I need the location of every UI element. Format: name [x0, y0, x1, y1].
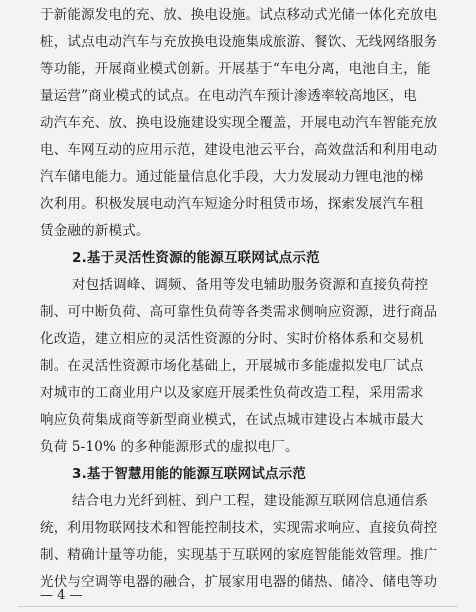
body-line: 对包括调峰、调频、备用等发电辅助服务资源和直接负荷控	[72, 277, 429, 293]
section-heading: 2.基于灵活性资源的能源互联网试点示范	[72, 250, 320, 266]
body-line: 次利用。积极发展电动汽车短途分时租赁市场，探索发展汽车租	[40, 196, 424, 212]
body-line: 制、精确计量等功能，实现基于互联网的家庭智能能效管理。推广	[40, 547, 438, 563]
body-line: 化改造，建立相应的灵活性资源的分时、实时价格体系和交易机	[40, 331, 424, 347]
body-line: 制。在灵活性资源市场化基础上，开展城市多能虚拟发电厂试点	[40, 358, 424, 374]
body-line: 电、车网互动的应用示范，建设电池云平台，高效盘活和利用电动	[40, 142, 438, 158]
bottom-divider	[18, 606, 458, 607]
body-line: 对城市的工商业用户以及家庭开展柔性负荷改造工程，采用需求	[40, 385, 424, 401]
body-line: 响应负荷集成商等新型商业模式，在试点城市建设占本城市最大	[40, 412, 424, 428]
body-line: 制、可中断负荷、高可靠性负荷等各类需求侧响应资源，进行商品	[40, 304, 438, 320]
body-line: 赁金融的新模式。	[40, 223, 150, 239]
body-line: 负荷 5-10% 的多种能源形式的虚拟电厂。	[40, 439, 299, 455]
body-line: 统，利用物联网技术和智能控制技术，实现需求响应、直接负荷控	[40, 520, 438, 536]
section-heading: 3.基于智慧用能的能源互联网试点示范	[72, 466, 307, 482]
body-line: 桩，试点电动汽车与充放换电设施集成旅游、餐饮、无线网络服务	[40, 34, 438, 50]
page-number: — 4 —	[40, 588, 83, 603]
body-line: 量运营”商业模式的试点。在电动汽车预计渗透率较高地区，电	[40, 88, 418, 104]
body-line: 动汽车充、放、换电设施建设实现全覆盖，开展电动汽车智能充放	[40, 115, 438, 131]
body-line: 汽车储电能力。通过能量信息化手段，大力发展动力锂电池的梯	[40, 169, 424, 185]
body-line: 于新能源发电的充、放、换电设施。试点移动式光储一体化充放电	[40, 7, 438, 23]
body-line: 光伏与空调等电器的融合，扩展家用电器的储热、储冷、储电等功	[40, 574, 438, 590]
body-line: 等功能，开展商业模式创新。开展基于“车电分离，电池自主，能	[40, 61, 431, 77]
body-line: 结合电力光纤到桩、到户工程，建设能源互联网信息通信系	[72, 493, 429, 509]
